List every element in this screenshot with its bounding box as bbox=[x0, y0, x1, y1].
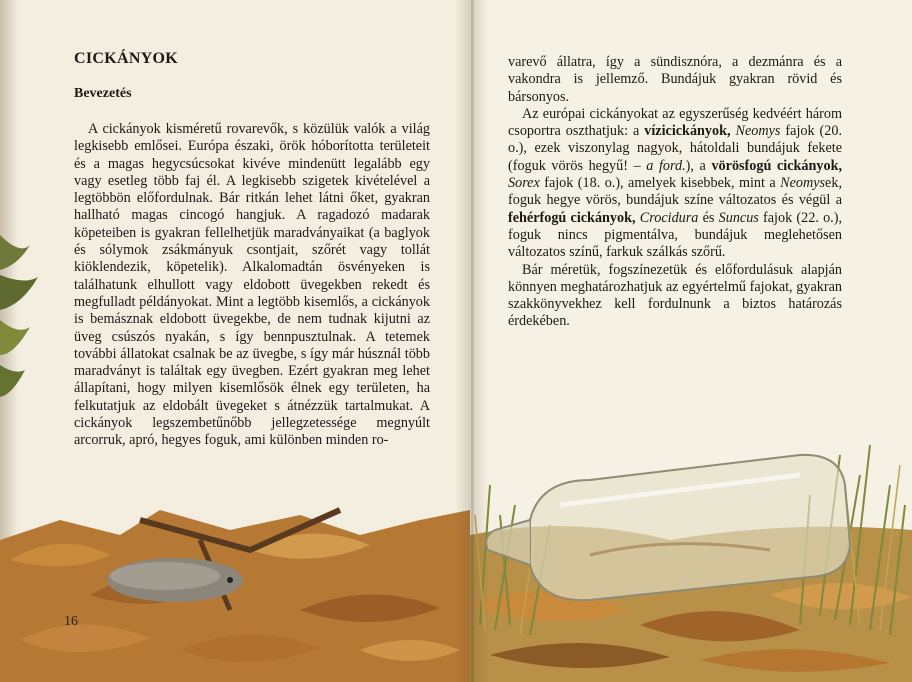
genus-neomys: Neomys bbox=[735, 123, 781, 140]
genus-sorex: Sorex bbox=[508, 175, 540, 192]
right-paragraph-3: Bár méretük, fogszínezetük és előfordulásuk alapján könnyen meghatározhatjuk az egyértelmű fajokat, gyakran szakkönyvekhez kell fordulnunk a biztos határozás érdekében. bbox=[508, 261, 842, 330]
left-paragraph-1: A cickányok kisméretű rovarevők, s közülük valók a világ legkisebb emlősei. Európa északi, örök hóborította területeit és a magas hegycsúcsokat kivéve mindenütt legalább egy vagy esetleg több faj él. A legkisebb szigetek kivételével a legtöbbön előfordulnak. Bár ritkán lehet látni őket, gyakran hallható magas cincogó hangjuk. A ragadozó madarak köpeteiben is gyakran fellelhetjük maradványaikat (a baglyok és sólymok zsákmányuk csontjait, szőrét vagy tollát kiöklendezik, köpetelik). Alkalomadtán ösvényeken is találhatunk elhullott vagy eldobott üvegekben rekedt és megfulladt példányokat. Mint a legtöbb kisemlős, a cickányok is bemásznak eldobott üvegekbe, de nem tudnak kijutni az üveg csúszós nyakán, s így bennpusztulnak. A tetemek további állatokat csalnak be az üvegbe, s így már húsznál több maradványt is találtak egy üvegben. Ezért gyakran meg lehet állapítani, hogy milyen kisemlősök élnek egy területen, ha felkutatjuk az eldobált üvegeket s átnézzük tartalmukat. A cickányok legszembetűnőbb jellegzetessége megnyúlt arcorruk, apró, hegyes foguk, ami különben minden ro- bbox=[74, 121, 430, 449]
chapter-title: CICKÁNYOK bbox=[74, 50, 179, 67]
text-run: és bbox=[698, 209, 719, 226]
text-run: ), a bbox=[685, 157, 712, 174]
text-run: ek, foguk hegye vörös, bundájuk színe változatos és végül a bbox=[508, 175, 842, 209]
genus-crocidura: Crocidura bbox=[639, 209, 699, 226]
text-run: fajok (22. o.), foguk nincs pigmentálva, bundájuk meglehetősen változatos színű, farkuk szálkás szőrű. bbox=[508, 209, 842, 261]
genus-neomys-2: Neomys bbox=[780, 175, 826, 192]
text-run: fajok (18. o.), amelyek kisebbek, mint a bbox=[539, 175, 781, 192]
term-vorosfogu-cickanyok: vörösfogú cickányok, bbox=[711, 157, 842, 174]
translator-note: a ford. bbox=[646, 157, 686, 174]
grass-bottle-illustration bbox=[470, 425, 912, 682]
plant-illustration-left bbox=[0, 215, 40, 415]
page-number: 16 bbox=[64, 614, 78, 629]
right-body-text bbox=[508, 54, 842, 331]
genus-suncus: Suncus bbox=[718, 209, 759, 226]
text-run: fajok (20. o.), ezek viszonylag nagyok, hátoldali bundájuk fekete (foguk vörös hegyű! – bbox=[508, 123, 842, 174]
right-paragraph-2 bbox=[508, 106, 842, 262]
leaf-litter-shrew-illustration bbox=[0, 500, 470, 682]
term-feherfogu-cickanyok: fehérfogú cickányok, bbox=[508, 209, 636, 226]
right-paragraph-1: varevő állatra, így a sündisznóra, a dezmánra és a vakondra is jellemző. Bundájuk gyakran rövid és bársonyos. bbox=[508, 54, 842, 105]
right-page bbox=[470, 0, 912, 682]
term-vizicickanyok: vízicickányok, bbox=[644, 123, 731, 140]
left-body-text bbox=[74, 121, 430, 450]
section-subtitle: Bevezetés bbox=[74, 86, 132, 101]
text-run: Az európai cickányokat az egyszerűség kedvéért három csoportra oszthatjuk: a bbox=[508, 105, 842, 140]
